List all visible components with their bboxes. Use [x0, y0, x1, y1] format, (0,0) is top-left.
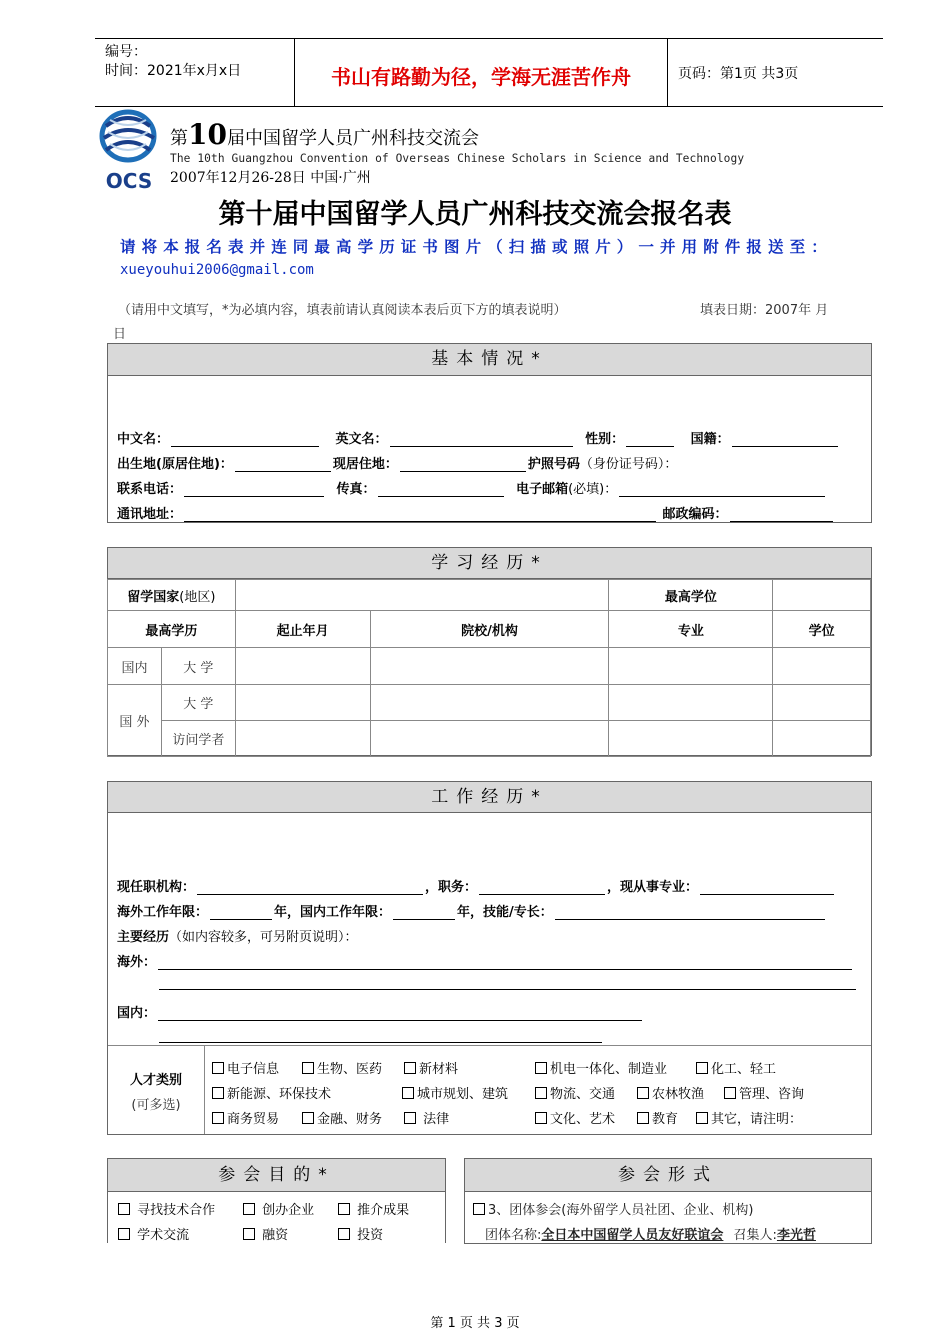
nationality-label: 国籍： — [690, 432, 730, 447]
talent-urban[interactable]: 城市规划、建筑 — [402, 1083, 508, 1102]
study-country-label: 留学国家(地区) — [108, 580, 236, 611]
position-label: ，职务： — [425, 880, 478, 895]
ocs-logo — [98, 96, 160, 192]
talent-row-3 — [212, 1108, 803, 1127]
convention-prefix: 第 — [170, 128, 188, 149]
group-name-label: 团体名称: — [485, 1228, 542, 1243]
convention-number: 10 — [188, 118, 227, 151]
purpose-section — [107, 1158, 446, 1243]
instructions: （请用中文填写，*为必填内容，填表前请认真阅读本表后页下方的填表说明） — [118, 303, 567, 318]
overseas-years-field[interactable] — [210, 906, 272, 920]
visiting-major[interactable] — [609, 721, 773, 757]
convention-date: 2007年12月26-28日 中国·广州 — [170, 170, 371, 186]
passport-label: 护照号码 — [527, 457, 580, 472]
talent-other[interactable]: 其它，请注明： — [696, 1108, 802, 1127]
domestic-institution[interactable] — [370, 648, 609, 685]
talent-label: 人才类别 — [129, 1073, 182, 1088]
domestic-degree[interactable] — [773, 648, 871, 685]
abroad-degree[interactable] — [773, 685, 871, 721]
email-label: 电子邮箱 — [516, 482, 569, 497]
submission-notice: 请将本报名表并连同最高学历证书图片（扫描或照片）一并用附件报送至： — [120, 238, 833, 256]
basic-row-2 — [117, 453, 677, 472]
talent-law[interactable]: 法律 — [404, 1108, 449, 1127]
work-title: 工作经历* — [108, 782, 871, 813]
page-footer: 第 1 页 共 3 页 — [430, 1316, 520, 1331]
basic-row-1 — [117, 428, 840, 447]
convener-value: 李光哲 — [776, 1228, 816, 1243]
skills-label: 年，技能/专长： — [457, 905, 553, 920]
talent-education[interactable]: 教育 — [637, 1108, 678, 1127]
convention-title — [170, 118, 479, 151]
fill-date-day: 日 — [113, 327, 127, 342]
domestic-exp-field-1[interactable] — [158, 1007, 642, 1021]
talent-biomed[interactable]: 生物、医药 — [302, 1058, 382, 1077]
purpose-row-2 — [118, 1224, 384, 1243]
domestic-years-label: 年，国内工作年限： — [274, 905, 392, 920]
talent-trade[interactable]: 商务贸易 — [212, 1112, 279, 1127]
talent-agriculture[interactable]: 农林牧渔 — [637, 1083, 704, 1102]
birthplace-label: 出生地(原居住地)： — [117, 457, 233, 472]
fill-date: 填表日期：2007年 月 — [700, 303, 829, 318]
work-row-1 — [117, 876, 836, 895]
header-right-cell — [668, 39, 883, 106]
overseas-exp-field-2[interactable] — [159, 975, 856, 990]
address-label: 通讯地址： — [117, 507, 183, 522]
basic-row-4 — [117, 503, 835, 522]
abroad-major[interactable] — [609, 685, 773, 721]
participation-section — [464, 1158, 872, 1244]
talent-finance[interactable]: 金融、财务 — [302, 1108, 382, 1127]
fax-label: 传真： — [336, 482, 376, 497]
visiting-period[interactable] — [235, 721, 370, 757]
study-country-field[interactable] — [235, 580, 609, 611]
overseas-years-label: 海外工作年限： — [117, 905, 209, 920]
purpose-invest[interactable]: 投资 — [338, 1224, 383, 1243]
english-name-field[interactable] — [390, 433, 573, 447]
highest-degree-field[interactable] — [773, 580, 871, 611]
doc-number-label: 编号： — [105, 44, 147, 60]
work-row-domestic — [117, 1002, 644, 1021]
talent-energy[interactable]: 新能源、环保技术 — [212, 1087, 331, 1102]
postcode-label: 邮政编码： — [662, 507, 728, 522]
visiting-scholar: 访问学者 — [161, 721, 235, 757]
talent-mechatronics[interactable]: 机电一体化、制造业 — [535, 1058, 667, 1077]
talent-management[interactable]: 管理、咨询 — [724, 1083, 804, 1102]
talent-logistics[interactable]: 物流、交通 — [535, 1083, 615, 1102]
abroad-institution[interactable] — [370, 685, 609, 721]
talent-divider — [108, 1045, 871, 1046]
header-table — [95, 38, 883, 107]
work-row-overseas — [117, 951, 854, 970]
group-name-value: 全日本中国留学人员友好联谊会 — [541, 1228, 724, 1243]
purpose-start-business[interactable]: 创办企业 — [243, 1199, 314, 1218]
basic-info-title: 基本情况* — [108, 344, 871, 376]
domestic-exp-label: 国内： — [117, 1006, 157, 1021]
highest-degree-label: 最高学位 — [609, 580, 773, 611]
chinese-name-field[interactable] — [171, 433, 319, 447]
abroad-label: 国 外 — [108, 685, 162, 757]
specialty-label: ，现从事专业： — [607, 880, 699, 895]
current-org-field[interactable] — [197, 881, 423, 895]
current-org-label: 现任职机构： — [117, 880, 196, 895]
birthplace-field[interactable] — [235, 458, 331, 472]
phone-label: 联系电话： — [117, 482, 183, 497]
visiting-degree[interactable] — [773, 721, 871, 757]
basic-row-3 — [117, 478, 827, 497]
overseas-exp-field-1[interactable] — [158, 956, 852, 970]
purpose-tech-coop[interactable]: 寻找技术合作 — [118, 1203, 215, 1218]
skills-field[interactable] — [555, 906, 825, 920]
talent-note: (可多选) — [131, 1098, 181, 1113]
motto: 书山有路勤为径，学海无涯苦作舟 — [331, 65, 631, 89]
purpose-academic[interactable]: 学术交流 — [118, 1228, 189, 1243]
phone-field[interactable] — [184, 483, 324, 497]
header-motto-cell — [294, 39, 668, 106]
convention-english: The 10th Guangzhou Convention of Overseas Chinese Scholars in Science and Technology — [170, 152, 745, 165]
specialty-field[interactable] — [700, 881, 834, 895]
residence-label: 现居住地： — [332, 457, 398, 472]
domestic-university: 大 学 — [161, 648, 235, 685]
overseas-exp-label: 海外： — [117, 955, 157, 970]
email-note: (必填)： — [568, 482, 618, 497]
position-field[interactable] — [479, 881, 605, 895]
residence-field[interactable] — [400, 458, 526, 472]
col-education: 最高学历 — [108, 611, 236, 648]
main-exp-label: 主要经历 — [117, 930, 170, 945]
talent-row-2 — [212, 1083, 805, 1102]
work-row-3 — [117, 926, 358, 945]
email-field[interactable] — [619, 483, 825, 497]
domestic-years-field[interactable] — [393, 906, 455, 920]
gender-field[interactable] — [626, 433, 674, 447]
col-period: 起止年月 — [235, 611, 370, 648]
english-name-label: 英文名： — [335, 432, 388, 447]
domestic-exp-field-2[interactable] — [159, 1028, 602, 1043]
work-section — [107, 781, 872, 1135]
submission-email[interactable]: xueyouhui2006@gmail.com — [120, 262, 314, 278]
purpose-title: 参会目的* — [108, 1159, 445, 1192]
abroad-university: 大 学 — [161, 685, 235, 721]
form-title: 第十届中国留学人员广州科技交流会报名表 — [218, 199, 732, 230]
convention-suffix: 届中国留学人员广州科技交流会 — [226, 128, 479, 149]
talent-electronics[interactable]: 电子信息 — [212, 1062, 279, 1077]
postcode-field[interactable] — [730, 508, 833, 522]
study-table — [107, 579, 871, 757]
visiting-institution[interactable] — [370, 721, 609, 757]
page-info: 页码：第1页 共3页 — [678, 66, 799, 82]
talent-chemical[interactable]: 化工、轻工 — [696, 1058, 776, 1077]
time-label: 时间：2021年x月x日 — [105, 63, 242, 79]
talent-row-1 — [212, 1058, 777, 1077]
logo-text: OCS — [105, 169, 153, 192]
group-name-row — [485, 1224, 816, 1243]
domestic-period[interactable] — [235, 648, 370, 685]
main-exp-note: （如内容较多，可另附页说明）： — [169, 930, 358, 945]
gender-label: 性别： — [585, 432, 625, 447]
address-field[interactable] — [184, 508, 656, 522]
group-participation[interactable]: 3、团体参会(海外留学人员社团、企业、机构) — [473, 1199, 753, 1218]
domestic-major[interactable] — [609, 648, 773, 685]
participation-title: 参会形式 — [465, 1159, 871, 1192]
purpose-promote[interactable]: 推介成果 — [338, 1199, 409, 1218]
fax-field[interactable] — [378, 483, 504, 497]
purpose-financing[interactable]: 融资 — [243, 1224, 288, 1243]
col-institution: 院校/机构 — [370, 611, 609, 648]
talent-materials[interactable]: 新材料 — [404, 1058, 458, 1077]
chinese-name-label: 中文名： — [117, 432, 170, 447]
passport-note: （身份证号码）： — [579, 457, 678, 472]
col-major: 专业 — [609, 611, 773, 648]
col-degree: 学位 — [773, 611, 871, 648]
basic-info-section — [107, 343, 872, 523]
purpose-row-1 — [118, 1199, 410, 1218]
talent-vdivider — [204, 1045, 205, 1134]
abroad-period[interactable] — [235, 685, 370, 721]
talent-culture[interactable]: 文化、艺术 — [535, 1108, 615, 1127]
domestic-label: 国内 — [108, 648, 162, 685]
study-title: 学习经历* — [108, 548, 871, 579]
nationality-field[interactable] — [732, 433, 838, 447]
study-section — [107, 547, 872, 756]
convener-label: 召集人: — [733, 1228, 777, 1243]
work-row-2 — [117, 901, 827, 920]
